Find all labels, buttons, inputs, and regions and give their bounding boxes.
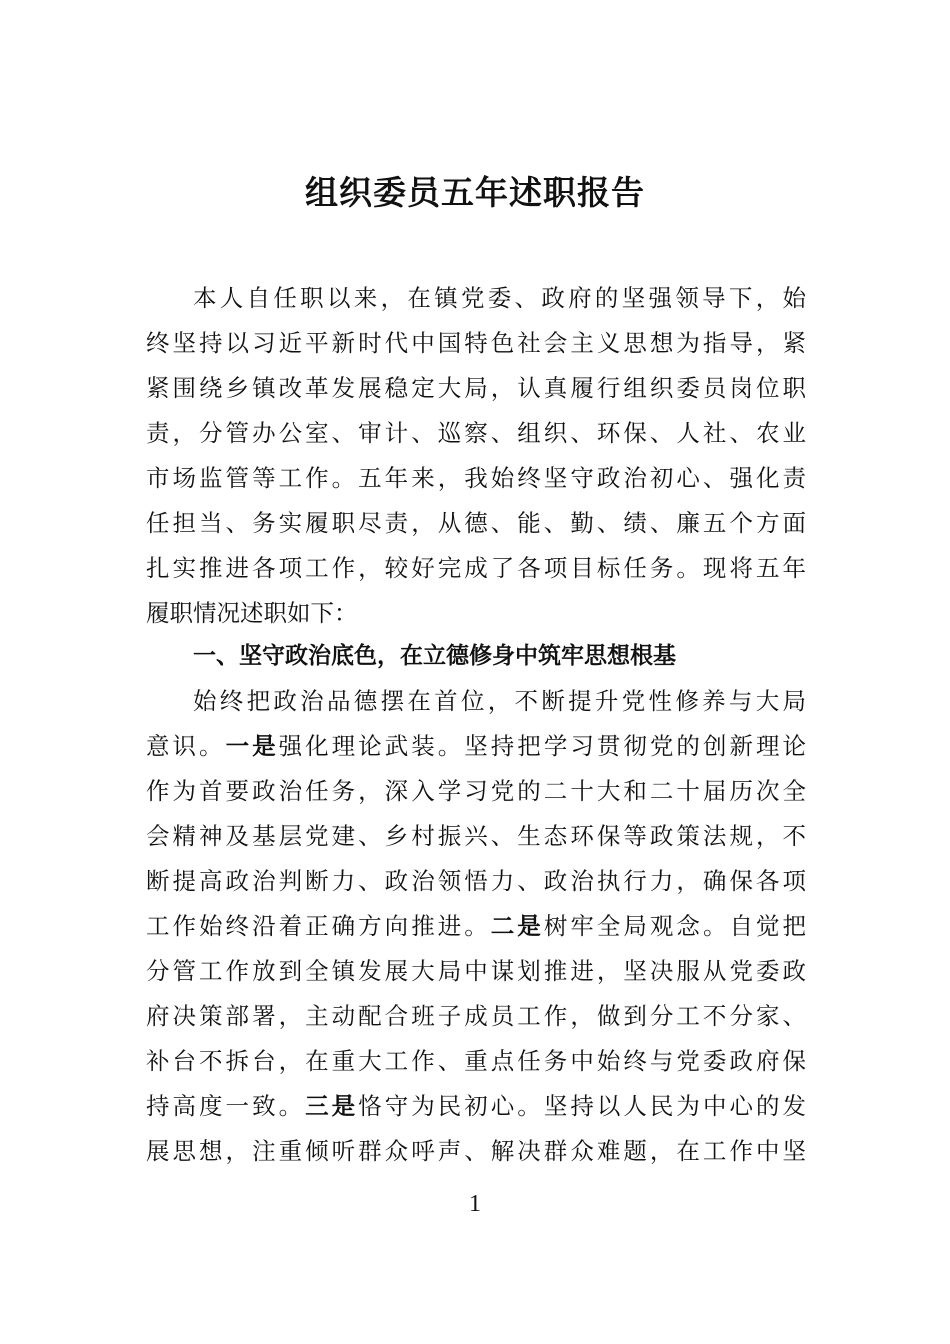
paragraph-line [146,1084,806,1129]
paragraph-line: 分管工作放到全镇发展大局中谋划推进，坚决服从党委政 [146,957,806,985]
paragraph-line [146,724,806,769]
paragraph-line [146,904,806,949]
line-segment: 意识。 [146,732,226,760]
paragraph-line: 履职情况述职如下： [146,599,358,627]
paragraph-line: 会精神及基层党建、乡村振兴、生态环保等政策法规，不 [146,822,806,850]
paragraph-line: 展思想，注重倾听群众呼声、解决群众难题，在工作中坚 [146,1137,806,1165]
paragraph-line: 扎实推进各项工作，较好完成了各项目标任务。现将五年 [146,554,806,582]
page-number: 1 [469,1191,481,1217]
paragraph-line: 责，分管办公室、审计、巡察、组织、环保、人社、农业 [146,419,806,447]
line-segment: 恪守为民初心。坚持以人民为中心的发 [358,1092,807,1120]
line-segment: 树牢全局观念。自觉把 [543,912,807,940]
bold-keyword: 一是 [225,732,279,760]
line-segment: 工作始终沿着正确方向推进。 [146,912,491,940]
line-segment: 持高度一致。 [146,1092,306,1120]
paragraph-line: 紧围绕乡镇改革发展稳定大局，认真履行组织委员岗位职 [146,374,806,402]
document-title: 组织委员五年述职报告 [305,173,645,212]
section-heading: 一、坚守政治底色，在立德修身中筑牢思想根基 [193,643,676,669]
bold-keyword: 三是 [305,1092,359,1120]
paragraph-line: 任担当、务实履职尽责，从德、能、勤、绩、廉五个方面 [146,509,806,537]
paragraph-line: 市场监管等工作。五年来，我始终坚守政治初心、强化责 [146,464,806,492]
paragraph-line: 府决策部署，主动配合班子成员工作，做到分工不分家、 [146,1002,806,1030]
line-segment: 强化理论武装。坚持把学习贯彻党的创新理论 [278,732,807,760]
bold-keyword: 二是 [490,912,544,940]
paragraph-line: 始终把政治品德摆在首位，不断提升党性修养与大局 [193,687,806,715]
paragraph-line: 终坚持以习近平新时代中国特色社会主义思想为指导，紧 [146,329,806,357]
paragraph-line: 作为首要政治任务，深入学习党的二十大和二十届历次全 [146,777,806,805]
paragraph-line: 断提高政治判断力、政治领悟力、政治执行力，确保各项 [146,867,806,895]
paragraph-line: 补台不拆台，在重大工作、重点任务中始终与党委政府保 [146,1047,806,1075]
paragraph-line: 本人自任职以来，在镇党委、政府的坚强领导下，始 [193,284,806,312]
